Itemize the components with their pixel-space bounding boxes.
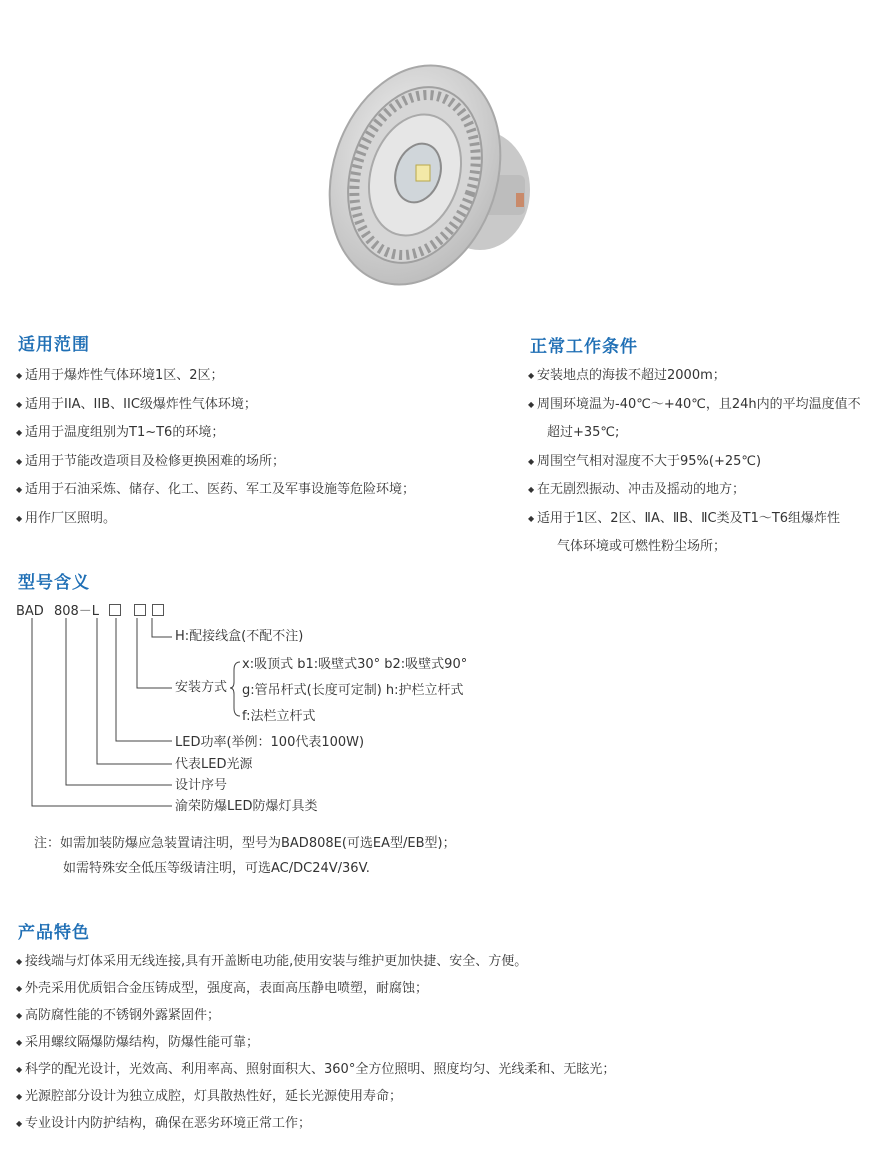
list-item: ◆ 光源腔部分设计为独立成腔，灯具散热性好，延长光源使用寿命；: [16, 1089, 403, 1104]
list-item: ◆ 适用于IIA、IIB、IIC级爆炸性气体环境；: [16, 396, 257, 412]
label-power: LED功率(举例：100代表100W): [175, 735, 365, 750]
features-list: [16, 948, 615, 1137]
list-item: ◆ 采用螺纹隔爆防爆结构，防爆性能可靠；: [16, 1035, 260, 1050]
list-item: ◆ 周围环境温为-40℃～+40℃，且24h内的平均温度值不 超过+35℃;: [528, 396, 861, 440]
label-source: 代表LED光源: [175, 757, 253, 772]
list-item: ◆ 适用于温度组别为T1~T6的环境；: [16, 425, 225, 440]
mount-option-2: g:管吊杆式(长度可定制) h:护栏立杆式: [242, 683, 464, 698]
code-mid: 808－L: [53, 604, 100, 619]
scope-heading: 适用范围: [18, 335, 90, 355]
model-note-2: 如需特殊安全低压等级请注明，可选AC/DC24V/36V.: [63, 861, 370, 876]
label-serial: 设计序号: [175, 778, 228, 793]
label-h: H:配接线盒(不配不注): [175, 629, 304, 644]
model-note-1: 注：如需加装防爆应急装置请注明，型号为BAD808E(可选EA型/EB型)；: [34, 836, 456, 851]
list-item: ◆ 适用于1区、2区、ⅡA、ⅡB、ⅡC类及T1～T6组爆炸性 气体环境或可燃性粉尘场所；: [528, 510, 841, 554]
list-item: ◆ 用作厂区照明。: [16, 510, 117, 526]
list-item: ◆ 适用于爆炸性气体环境1区、2区；: [16, 368, 224, 383]
model-heading: 型号含义: [18, 573, 90, 593]
list-item: ◆ 周围空气相对湿度不大于95%(+25℃): [528, 453, 762, 469]
code-prefix: BAD: [16, 604, 44, 619]
list-item: ◆ 在无剧烈振动、冲击及摇动的地方；: [528, 482, 746, 497]
list-item: ◆ 接线端与灯体采用无线连接,具有开盖断电功能,使用安装与维护更加快捷、安全、方便。: [16, 954, 528, 969]
list-item: ◆ 安装地点的海拔不超过2000m；: [528, 368, 726, 383]
label-mount: 安装方式: [175, 680, 228, 695]
list-item: ◆ 适用于节能改造项目及检修更换困难的场所；: [16, 453, 286, 469]
mount-option-1: x:吸顶式 b1:吸壁式30° b2:吸壁式90°: [242, 657, 468, 672]
list-item: ◆ 高防腐性能的不锈钢外露紧固件；: [16, 1008, 221, 1023]
mount-option-3: f:法栏立杆式: [242, 709, 316, 724]
features-heading: 产品特色: [18, 923, 90, 943]
list-item: ◆ 适用于石油采炼、储存、化工、医药、军工及军事设施等危险环境；: [16, 482, 416, 497]
list-item: ◆ 专业设计内防护结构，确保在恶劣环境正常工作；: [16, 1116, 312, 1131]
list-item: ◆ 科学的配光设计，光效高、利用率高、照射面积大、360°全方位照明、照度均匀、光线柔和、无眩光；: [16, 1062, 616, 1077]
list-item: ◆ 外壳采用优质铝合金压铸成型，强度高，表面高压静电喷塑，耐腐蚀；: [16, 981, 429, 996]
label-company: 渝荣防爆LED防爆灯具类: [175, 799, 318, 814]
conditions-heading: 正常工作条件: [530, 337, 638, 357]
